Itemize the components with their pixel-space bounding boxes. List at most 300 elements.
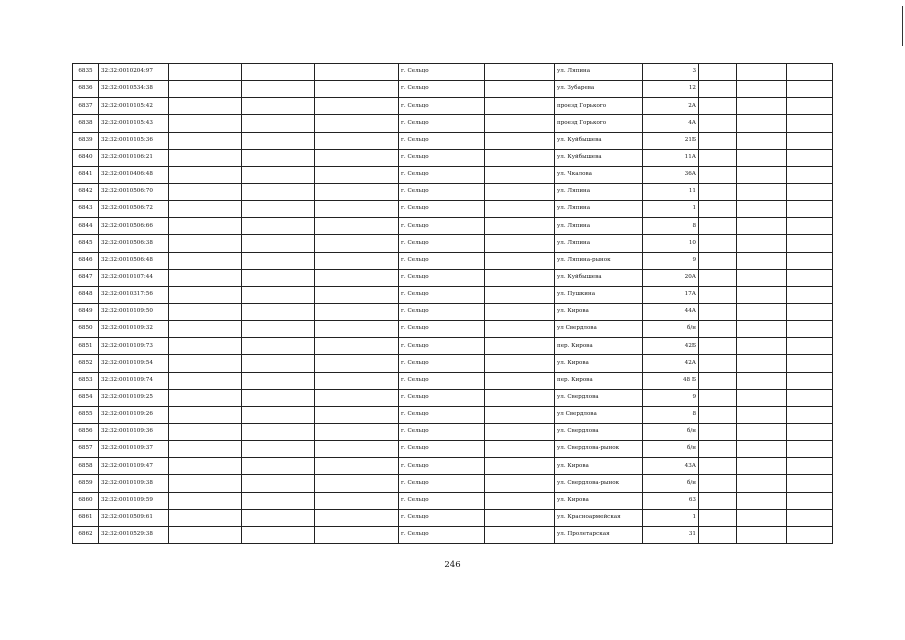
city-cell: г. Сельцо	[399, 492, 485, 509]
empty-cell	[242, 321, 315, 338]
empty-cell	[737, 286, 787, 303]
empty-cell	[169, 166, 242, 183]
registry-table	[72, 63, 833, 544]
empty-cell	[787, 252, 833, 269]
cadastral-number-cell: 32:32:0010534:38	[99, 81, 169, 98]
empty-cell	[315, 269, 399, 286]
empty-cell	[169, 303, 242, 320]
empty-cell	[242, 286, 315, 303]
empty-cell	[242, 149, 315, 166]
empty-cell	[737, 526, 787, 543]
house-number-cell: 63	[643, 492, 699, 509]
table-row	[73, 423, 833, 440]
empty-cell	[699, 115, 737, 132]
empty-cell	[169, 475, 242, 492]
row-number-cell: 6848	[73, 286, 99, 303]
empty-cell	[242, 406, 315, 423]
empty-cell	[315, 132, 399, 149]
city-cell: г. Сельцо	[399, 98, 485, 115]
empty-cell	[315, 355, 399, 372]
house-number-cell: 8	[643, 406, 699, 423]
empty-cell	[315, 115, 399, 132]
house-number-cell: б/н	[643, 475, 699, 492]
empty-cell	[787, 166, 833, 183]
empty-cell	[699, 252, 737, 269]
empty-cell	[699, 458, 737, 475]
table-row	[73, 269, 833, 286]
house-number-cell: б/н	[643, 423, 699, 440]
cadastral-number-cell: 32:32:0010529:38	[99, 526, 169, 543]
city-cell: г. Сельцо	[399, 218, 485, 235]
empty-cell	[315, 252, 399, 269]
table-row	[73, 252, 833, 269]
house-number-cell: 3	[643, 64, 699, 81]
city-cell: г. Сельцо	[399, 372, 485, 389]
empty-cell	[699, 98, 737, 115]
cadastral-number-cell: 32:32:0010406:48	[99, 166, 169, 183]
city-cell: г. Сельцо	[399, 423, 485, 440]
city-cell: г. Сельцо	[399, 286, 485, 303]
row-number-cell: 6846	[73, 252, 99, 269]
street-cell: ул. Красноармейская	[555, 509, 643, 526]
empty-cell	[242, 235, 315, 252]
empty-cell	[169, 458, 242, 475]
empty-cell	[485, 389, 555, 406]
house-number-cell: 8	[643, 218, 699, 235]
empty-cell	[787, 81, 833, 98]
city-cell: г. Сельцо	[399, 321, 485, 338]
empty-cell	[787, 149, 833, 166]
cadastral-number-cell: 32:32:0010109:59	[99, 492, 169, 509]
street-cell: ул. Пушкина	[555, 286, 643, 303]
empty-cell	[699, 492, 737, 509]
empty-cell	[737, 115, 787, 132]
empty-cell	[699, 218, 737, 235]
city-cell: г. Сельцо	[399, 355, 485, 372]
house-number-cell: 4А	[643, 115, 699, 132]
cadastral-number-cell: 32:32:0010506:66	[99, 218, 169, 235]
empty-cell	[169, 389, 242, 406]
empty-cell	[485, 355, 555, 372]
row-number-cell: 6844	[73, 218, 99, 235]
street-cell: ул. Кирова	[555, 355, 643, 372]
row-number-cell: 6842	[73, 183, 99, 200]
empty-cell	[315, 321, 399, 338]
empty-cell	[169, 286, 242, 303]
table-row	[73, 458, 833, 475]
table-row	[73, 201, 833, 218]
empty-cell	[485, 115, 555, 132]
empty-cell	[787, 98, 833, 115]
street-cell: ул. Кирова	[555, 492, 643, 509]
empty-cell	[169, 235, 242, 252]
street-cell: ул Свердлова	[555, 321, 643, 338]
empty-cell	[699, 475, 737, 492]
empty-cell	[787, 286, 833, 303]
street-cell: ул. Свердлова	[555, 389, 643, 406]
empty-cell	[699, 303, 737, 320]
empty-cell	[699, 355, 737, 372]
empty-cell	[242, 98, 315, 115]
empty-cell	[737, 132, 787, 149]
empty-cell	[242, 201, 315, 218]
empty-cell	[242, 458, 315, 475]
table-row	[73, 218, 833, 235]
row-number-cell: 6857	[73, 441, 99, 458]
table-row	[73, 475, 833, 492]
table-row	[73, 149, 833, 166]
empty-cell	[737, 389, 787, 406]
empty-cell	[699, 286, 737, 303]
city-cell: г. Сельцо	[399, 458, 485, 475]
empty-cell	[787, 115, 833, 132]
row-number-cell: 6855	[73, 406, 99, 423]
street-cell: ул. Ляпина	[555, 201, 643, 218]
empty-cell	[787, 269, 833, 286]
empty-cell	[315, 166, 399, 183]
empty-cell	[242, 183, 315, 200]
empty-cell	[485, 526, 555, 543]
empty-cell	[737, 458, 787, 475]
house-number-cell: 1	[643, 201, 699, 218]
empty-cell	[737, 492, 787, 509]
empty-cell	[315, 475, 399, 492]
empty-cell	[242, 64, 315, 81]
table-row	[73, 338, 833, 355]
row-number-cell: 6839	[73, 132, 99, 149]
house-number-cell: 2А	[643, 98, 699, 115]
empty-cell	[787, 526, 833, 543]
row-number-cell: 6854	[73, 389, 99, 406]
empty-cell	[242, 81, 315, 98]
scan-edge-line	[902, 6, 903, 46]
table-row	[73, 509, 833, 526]
house-number-cell: 42Б	[643, 338, 699, 355]
empty-cell	[737, 235, 787, 252]
empty-cell	[787, 321, 833, 338]
empty-cell	[242, 303, 315, 320]
empty-cell	[787, 183, 833, 200]
house-number-cell: 12	[643, 81, 699, 98]
row-number-cell: 6843	[73, 201, 99, 218]
table-row	[73, 321, 833, 338]
city-cell: г. Сельцо	[399, 149, 485, 166]
empty-cell	[737, 475, 787, 492]
table-row	[73, 115, 833, 132]
empty-cell	[315, 372, 399, 389]
street-cell: ул. Зубарева	[555, 81, 643, 98]
city-cell: г. Сельцо	[399, 166, 485, 183]
table-row	[73, 183, 833, 200]
street-cell: ул Свердлова	[555, 406, 643, 423]
empty-cell	[315, 303, 399, 320]
empty-cell	[315, 338, 399, 355]
empty-cell	[242, 509, 315, 526]
empty-cell	[737, 338, 787, 355]
city-cell: г. Сельцо	[399, 338, 485, 355]
empty-cell	[699, 81, 737, 98]
city-cell: г. Сельцо	[399, 406, 485, 423]
empty-cell	[485, 338, 555, 355]
empty-cell	[737, 509, 787, 526]
row-number-cell: 6840	[73, 149, 99, 166]
city-cell: г. Сельцо	[399, 269, 485, 286]
cadastral-number-cell: 32:32:0010109:25	[99, 389, 169, 406]
street-cell: ул. Куйбышева	[555, 149, 643, 166]
empty-cell	[315, 286, 399, 303]
empty-cell	[315, 492, 399, 509]
empty-cell	[242, 132, 315, 149]
empty-cell	[787, 509, 833, 526]
table-row	[73, 441, 833, 458]
row-number-cell: 6861	[73, 509, 99, 526]
cadastral-number-cell: 32:32:0010109:36	[99, 423, 169, 440]
city-cell: г. Сельцо	[399, 389, 485, 406]
cadastral-number-cell: 32:32:0010105:42	[99, 98, 169, 115]
empty-cell	[737, 183, 787, 200]
cadastral-number-cell: 32:32:0010105:43	[99, 115, 169, 132]
street-cell: пер. Кирова	[555, 338, 643, 355]
empty-cell	[699, 441, 737, 458]
empty-cell	[315, 81, 399, 98]
empty-cell	[315, 509, 399, 526]
house-number-cell: 1	[643, 509, 699, 526]
empty-cell	[485, 458, 555, 475]
empty-cell	[737, 218, 787, 235]
empty-cell	[699, 64, 737, 81]
empty-cell	[699, 321, 737, 338]
city-cell: г. Сельцо	[399, 64, 485, 81]
empty-cell	[169, 149, 242, 166]
cadastral-number-cell: 32:32:0010506:70	[99, 183, 169, 200]
empty-cell	[242, 355, 315, 372]
street-cell: ул. Кирова	[555, 458, 643, 475]
empty-cell	[699, 183, 737, 200]
house-number-cell: 31	[643, 526, 699, 543]
row-number-cell: 6847	[73, 269, 99, 286]
empty-cell	[485, 149, 555, 166]
empty-cell	[169, 509, 242, 526]
empty-cell	[485, 64, 555, 81]
cadastral-number-cell: 32:32:0010109:54	[99, 355, 169, 372]
cadastral-number-cell: 32:32:0010109:37	[99, 441, 169, 458]
empty-cell	[737, 64, 787, 81]
empty-cell	[169, 201, 242, 218]
house-number-cell: 44А	[643, 303, 699, 320]
street-cell: ул. Чкалова	[555, 166, 643, 183]
empty-cell	[485, 423, 555, 440]
city-cell: г. Сельцо	[399, 132, 485, 149]
row-number-cell: 6849	[73, 303, 99, 320]
empty-cell	[169, 183, 242, 200]
table-row	[73, 98, 833, 115]
row-number-cell: 6838	[73, 115, 99, 132]
table-row	[73, 132, 833, 149]
city-cell: г. Сельцо	[399, 303, 485, 320]
empty-cell	[699, 526, 737, 543]
table-row	[73, 526, 833, 543]
table-row	[73, 355, 833, 372]
empty-cell	[699, 372, 737, 389]
table-row	[73, 235, 833, 252]
empty-cell	[315, 526, 399, 543]
empty-cell	[485, 252, 555, 269]
empty-cell	[699, 149, 737, 166]
empty-cell	[737, 303, 787, 320]
empty-cell	[787, 372, 833, 389]
empty-cell	[169, 64, 242, 81]
empty-cell	[242, 338, 315, 355]
empty-cell	[699, 132, 737, 149]
street-cell: ул. Куйбышева	[555, 269, 643, 286]
cadastral-number-cell: 32:32:0010204:97	[99, 64, 169, 81]
empty-cell	[737, 149, 787, 166]
street-cell: пер. Кирова	[555, 372, 643, 389]
empty-cell	[485, 509, 555, 526]
empty-cell	[485, 406, 555, 423]
empty-cell	[315, 183, 399, 200]
empty-cell	[737, 166, 787, 183]
empty-cell	[787, 201, 833, 218]
cadastral-number-cell: 32:32:0010109:47	[99, 458, 169, 475]
empty-cell	[737, 269, 787, 286]
empty-cell	[485, 235, 555, 252]
empty-cell	[315, 406, 399, 423]
empty-cell	[699, 509, 737, 526]
empty-cell	[315, 98, 399, 115]
empty-cell	[169, 321, 242, 338]
empty-cell	[485, 475, 555, 492]
row-number-cell: 6859	[73, 475, 99, 492]
empty-cell	[699, 166, 737, 183]
house-number-cell: 10	[643, 235, 699, 252]
empty-cell	[737, 81, 787, 98]
empty-cell	[315, 64, 399, 81]
row-number-cell: 6856	[73, 423, 99, 440]
empty-cell	[242, 372, 315, 389]
house-number-cell: 20А	[643, 269, 699, 286]
empty-cell	[485, 372, 555, 389]
empty-cell	[737, 321, 787, 338]
cadastral-number-cell: 32:32:0010109:50	[99, 303, 169, 320]
street-cell: проезд Горького	[555, 115, 643, 132]
house-number-cell: 48 Б	[643, 372, 699, 389]
empty-cell	[699, 269, 737, 286]
empty-cell	[242, 492, 315, 509]
empty-cell	[485, 98, 555, 115]
empty-cell	[169, 81, 242, 98]
row-number-cell: 6850	[73, 321, 99, 338]
empty-cell	[485, 183, 555, 200]
empty-cell	[315, 441, 399, 458]
table-body	[73, 64, 833, 544]
table-row	[73, 406, 833, 423]
city-cell: г. Сельцо	[399, 235, 485, 252]
empty-cell	[169, 252, 242, 269]
street-cell: ул. Свердлова	[555, 423, 643, 440]
empty-cell	[737, 201, 787, 218]
empty-cell	[787, 235, 833, 252]
city-cell: г. Сельцо	[399, 441, 485, 458]
street-cell: ул. Свердлова-рынок	[555, 441, 643, 458]
city-cell: г. Сельцо	[399, 475, 485, 492]
table-row	[73, 64, 833, 81]
empty-cell	[315, 218, 399, 235]
empty-cell	[485, 81, 555, 98]
empty-cell	[169, 441, 242, 458]
empty-cell	[787, 423, 833, 440]
empty-cell	[315, 389, 399, 406]
cadastral-number-cell: 32:32:0010317:56	[99, 286, 169, 303]
city-cell: г. Сельцо	[399, 252, 485, 269]
empty-cell	[787, 338, 833, 355]
row-number-cell: 6835	[73, 64, 99, 81]
empty-cell	[485, 218, 555, 235]
empty-cell	[737, 252, 787, 269]
empty-cell	[315, 149, 399, 166]
city-cell: г. Сельцо	[399, 183, 485, 200]
row-number-cell: 6852	[73, 355, 99, 372]
empty-cell	[169, 115, 242, 132]
cadastral-number-cell: 32:32:0010106:21	[99, 149, 169, 166]
empty-cell	[169, 218, 242, 235]
empty-cell	[169, 372, 242, 389]
empty-cell	[169, 132, 242, 149]
empty-cell	[485, 201, 555, 218]
cadastral-number-cell: 32:32:0010109:74	[99, 372, 169, 389]
empty-cell	[169, 338, 242, 355]
row-number-cell: 6841	[73, 166, 99, 183]
table-row	[73, 372, 833, 389]
empty-cell	[699, 235, 737, 252]
empty-cell	[699, 201, 737, 218]
empty-cell	[787, 64, 833, 81]
street-cell: ул. Ляпина	[555, 183, 643, 200]
cadastral-number-cell: 32:32:0010509:61	[99, 509, 169, 526]
city-cell: г. Сельцо	[399, 201, 485, 218]
street-cell: проезд Горького	[555, 98, 643, 115]
empty-cell	[787, 389, 833, 406]
empty-cell	[242, 526, 315, 543]
street-cell: ул. Ляпина	[555, 218, 643, 235]
cadastral-number-cell: 32:32:0010109:73	[99, 338, 169, 355]
cadastral-number-cell: 32:32:0010506:48	[99, 252, 169, 269]
empty-cell	[242, 475, 315, 492]
empty-cell	[737, 441, 787, 458]
empty-cell	[242, 218, 315, 235]
street-cell: ул. Пролетарская	[555, 526, 643, 543]
city-cell: г. Сельцо	[399, 526, 485, 543]
empty-cell	[485, 286, 555, 303]
street-cell: ул. Кирова	[555, 303, 643, 320]
empty-cell	[485, 269, 555, 286]
house-number-cell: 43А	[643, 458, 699, 475]
street-cell: ул. Ляпина	[555, 64, 643, 81]
empty-cell	[242, 441, 315, 458]
cadastral-number-cell: 32:32:0010506:72	[99, 201, 169, 218]
empty-cell	[787, 355, 833, 372]
row-number-cell: 6858	[73, 458, 99, 475]
empty-cell	[787, 458, 833, 475]
empty-cell	[787, 475, 833, 492]
empty-cell	[787, 218, 833, 235]
street-cell: ул. Куйбышева	[555, 132, 643, 149]
empty-cell	[242, 423, 315, 440]
house-number-cell: б/н	[643, 321, 699, 338]
row-number-cell: 6845	[73, 235, 99, 252]
empty-cell	[699, 406, 737, 423]
empty-cell	[485, 166, 555, 183]
